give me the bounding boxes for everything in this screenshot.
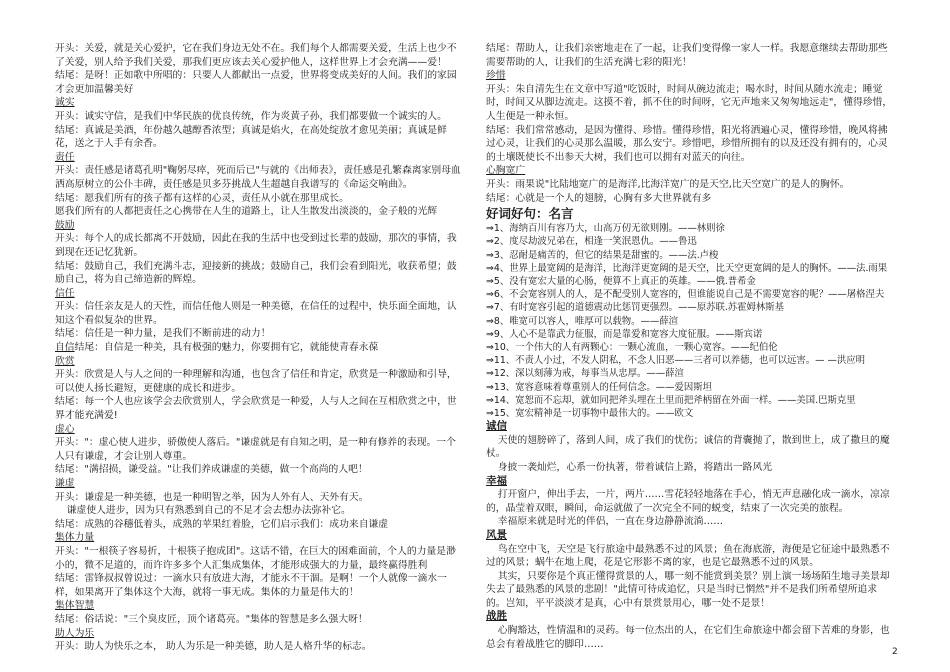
right-column	[486, 42, 896, 651]
paragraph: 结尾：真诚是美酒，年份越久越醇香浓型；真诚是焰火，在高处绽放才愈见美丽；真诚是鲜花，送之于人手有余香。	[55, 124, 447, 150]
paragraph: 打开窗户，伸出手去，一片，两片……雪花轻轻地落在手心，悄无声息融化成一滴水，凉凉的，晶莹着双眼，瞬间，命运就做了一次完全不同的蜕变，结束了一次完美的旅程。	[486, 489, 890, 514]
section-heading: 集体智慧	[55, 600, 95, 612]
paragraph: 开头：信任亲友是人的天性，而信任他人则是一种美德，在信任的过程中，快乐面全面地，认知这个看似复杂的世界。	[55, 301, 457, 326]
quote-item: ⇒2、度尽劫波兄弟在，相逢一笑泯恩仇。——鲁迅	[486, 236, 697, 248]
paragraph: 愿我们所有的人都把责任之心携带在人生的道路上，让人生散发出淡淡的，金子般的光辉	[55, 206, 438, 218]
paragraph: 心胸豁达，性情温和的灵药。每一位杰出的人，在它们生命旅途中都会留下苦难的身影，也总会有着战胜它的脚印……	[486, 625, 890, 650]
section-heading: 幸福	[486, 474, 507, 487]
paragraph: 开头：每个人的成长都离不开鼓励，因此在我的生活中也受到过长辈的鼓励，那次的事情，我到现在还记忆犹新。	[55, 233, 457, 258]
quote-item: ⇒12、深以刻薄为戒，每事当从忠厚。——薛渲	[486, 368, 684, 380]
paragraph: 结尾：是呀！正如歌中所唱的：只要人人都献出一点爱，世界将变成美好的人间。我们的家园才会更加温馨美好	[55, 70, 457, 95]
section-heading: 心胸宽广	[486, 165, 526, 177]
section-heading: 集体力量	[55, 532, 95, 544]
paragraph: 幸福原来就是时光的伴侣，一直在身边静静流淌……	[497, 516, 724, 528]
section-heading: 信任	[55, 287, 75, 299]
paragraph: 开头：欣赏是人与人之间的一种理解和沟通，也包含了信任和肯定，欣赏是一种激励和引导，可以使人扬长避短，更健康的成长和进步。	[55, 369, 457, 394]
paragraph: 身披一袭灿烂，心系一份执著，带着诚信上路，将踏出一路风光	[497, 461, 773, 473]
section-heading: 责任	[55, 151, 75, 163]
quote-item: ⇒11、不责人小过，不发人阴私，不念人旧恶——三者可以养德，也可以远害。— —洪应明	[486, 355, 866, 367]
quote-item: ⇒3、忍耐是痛苦的，但它的结果是甜蜜的。——法.卢梭	[486, 249, 719, 261]
paragraph: 谦虚使人进步，因为只有熟悉到自己的不足才会去想办法弥补它。	[66, 505, 351, 517]
section-heading: 珍惜	[486, 70, 506, 82]
section-heading: 诚实	[55, 97, 75, 109]
quote-item: ⇒9、人心不是靠武力征服，而是靠爱和宽容大度征服。——斯宾诺	[486, 328, 763, 340]
section-heading: 鼓励	[55, 219, 75, 231]
section-heading: 虚心	[55, 423, 75, 435]
paragraph: 开头："一根筷子容易折，十根筷子抱成团"。这话不错，在巨大的困难面前，个人的力量是渺小的，微不足道的，而许许多多个人汇集成集体，才能形成强大的力量，最终赢得胜利	[55, 545, 456, 571]
section-heading: 谦虚	[55, 478, 75, 489]
paragraph: 开头：关爱，就是关心爱护，它在我们身边无处不在。我们每个人都需要关爱，生活上也少不了关爱，别人给予我们关爱，那我们更应该去关心爱护他人，这样世界上才会充满——爱！	[55, 43, 457, 68]
paragraph: 开头：雨果说"比陆地宽广的是海洋,比海洋宽广的是天空,比天空宽广的是人的胸怀。	[486, 178, 850, 190]
quote-item: ⇒1、海纳百川有容乃大，山高万仞无欲则刚。——林则徐	[486, 223, 725, 235]
paragraph: 开头："：虚心使人进步，骄傲使人落后。"谦虚就是有自知之明，是一种有修养的表现。一个人只有谦虚，才会让别人尊重。	[55, 437, 456, 462]
page-number: 2	[892, 647, 898, 657]
paragraph: 开头：朱自清先生在文章中写道"吃饭时，时间从碗边流走；喝水时，时间从随水流走；睡觉时，时间又从脚边流走。这摸不着，抓不住的时间呀，它无声地来又匆匆地远走"，懂得珍惜，人生便是一种永恒。	[486, 83, 893, 122]
paragraph: 开头：谦虚是一种美德，也是一种明智之举，因为人外有人、天外有天。	[55, 491, 369, 503]
paragraph: 其实，只要你是个真正懂得赏景的人，哪一刻不能赏到美景？别上演一场场陌生地寻美景却失去了最熟悉的风景的悲剧！"此情可待成追忆，只是当时已惘然"并不是我们所希望所追求的。岂知，平平淡淡才是真，心中有景赏景用心，哪一处不是景！	[486, 570, 890, 609]
paragraph	[55, 341, 465, 355]
paragraph: 结尾：雷锋叔叔曾说过：一滴水只有放进大海，才能永不干涸。是啊！一个人就像一滴水一样，如果离开了集体这个大海，就将一事无成。集体的力量是伟大的！	[55, 573, 447, 598]
paragraph: 结尾：信任是一种力量，是我们不断前进的动力！	[55, 328, 271, 340]
paragraph: 天使的翅膀碎了，落到人间，成了我们的忧伤；诚信的背囊抛了，散到世上，成了撒旦的魔杖。	[486, 434, 890, 460]
paragraph-text: 结尾：自信是一种美，具有极强的魅力，你要拥有它，就能使青春永葆	[74, 342, 379, 354]
quote-item: ⇒6、不会宽容别人的人，是不配受别人宽容的，但谁能说自己是不需要宽容的呢？——屠格涅夫	[486, 289, 885, 301]
section-heading: 战胜	[486, 610, 507, 623]
paragraph: 结尾：俗话说："三个臭皮匠，顶个诸葛亮。"集体的智慧是多么强大呀！	[55, 613, 368, 625]
left-column	[55, 42, 465, 654]
paragraph: 结尾：我们常常感动，是因为懂得、珍惜。懂得珍惜，阳光将洒遍心灵，懂得珍惜，晚风将拂过心灵，让我们的心灵那么温暖，那么安宁。珍惜吧，珍惜所拥有的以及还没有拥有的，心灵的土壤既使长不出参天大树，我们也可以拥有对蓝天的向往。	[486, 124, 888, 163]
section-heading: 助人为乐	[55, 627, 95, 639]
paragraph: 开头：诚实守信，是我们中华民族的优良传统，作为炎黄子孙，我们都要做一个诚实的人。	[55, 110, 447, 122]
paragraph: 开头：责任感是诸葛孔明"鞠躬尽瘁，死而后已"与就的《出师表》，责任感是孔繁森离家别母血洒高原树立的公仆丰碑，责任感是贝多芬挑战人生超越自我谱写的《命运交响曲》。	[55, 165, 461, 190]
quote-item: ⇒14、宽恕而不忘却，就如同把斧头埋在土里而把斧柄留在外面一样。——美国.巴斯克里	[486, 394, 856, 406]
section-heading: 诚信	[486, 420, 507, 433]
quote-item: ⇒4、世界上最宽阔的是海洋，比海洋更宽阔的是天空，比天空更宽阔的是人的胸怀。——法.雨果	[486, 262, 888, 274]
quote-item: ⇒10、一个伟大的人有两颗心：一颗心流血，一颗心宽容。——纪伯伦	[486, 341, 778, 353]
quote-item: ⇒5、没有宽宏大量的心肠，便算不上真正的英雄。——俄.普希金	[486, 275, 756, 287]
quote-item: ⇒7、有时宽容引起的道德震动比惩罚更强烈。——原苏联.苏霍姆林斯基	[486, 302, 785, 314]
paragraph: 结尾：成熟的谷穗低着头，成熟的苹果红着脸，它们启示我们：成功来自谦虚	[55, 518, 389, 530]
paragraph: 结尾：每一个人也应该学会去欣赏别人，学会欣赏是一种爱，人与人之间在互相欣赏之中，世界才能充满爱!	[55, 396, 457, 422]
paragraph: 结尾：鼓励自己，我们充满斗志，迎接新的挑战；鼓励自己，我们会看到阳光，收获希望；鼓励自己，将为自己缔造新的辉煌。	[55, 260, 457, 286]
quote-item: ⇒15、宽宏精神是一切事物中最伟大的。——欧文	[486, 407, 694, 419]
section-heading: 欣赏	[55, 355, 75, 367]
section-title: 好词好句：名言	[486, 206, 574, 222]
paragraph: 鸟在空中飞，天空是飞行旅途中最熟悉不过的风景；鱼在海底游，海便是它征途中最熟悉不过的风景；蜗牛在地上爬，花是它形影不离的家，也是它最熟悉不过的风景。	[486, 543, 890, 569]
paragraph: 结尾：愿我们所有的孩子都有这样的心灵，责任从小就在那里成长。	[55, 192, 349, 204]
paragraph: 结尾："满招损，谦受益。"让我们养成谦虚的美德，做一个高尚的人吧！	[55, 464, 368, 476]
section-heading: 自信	[55, 342, 75, 354]
paragraph: 结尾：心就是一个人的翅膀，心胸有多大世界就有多	[486, 192, 712, 204]
paragraph: 开头：助人为快乐之本， 助人为乐是一种美德，助人是人格升华的标志。	[55, 641, 372, 653]
quote-item: ⇒8、唯宽可以容人，唯厚可以载物。——薛渲	[486, 315, 678, 327]
paragraph: 结尾：帮助人，让我们亲密地走在了一起，让我们变得像一家人一样。我愿意继续去帮助那些需要帮助的人，让我们的生活充满七彩的阳光！	[486, 43, 888, 68]
quote-item: ⇒13、宽容意味着尊重别人的任何信念。——爱因斯坦	[486, 381, 713, 393]
section-heading: 风景	[486, 528, 507, 541]
